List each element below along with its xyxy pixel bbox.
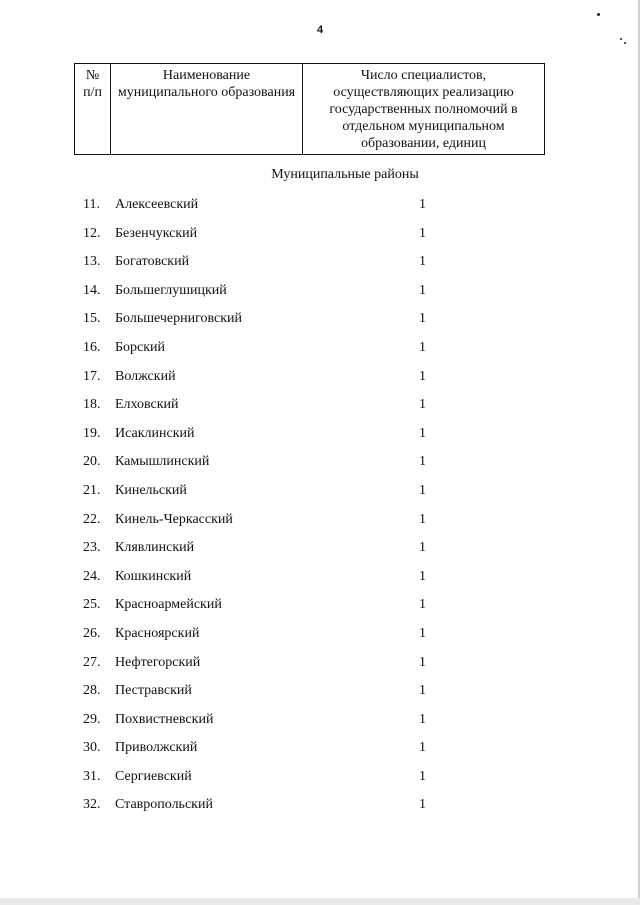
row-number: 19. [83,425,101,441]
row-number: 18. [83,397,101,413]
table-row [0,593,640,622]
row-municipality-name: Большечерниговский [115,311,243,327]
row-number: 22. [83,511,101,527]
row-municipality-name: Похвистневский [115,711,214,727]
header-cell-number: № п/п [75,64,111,155]
table-row [0,222,640,251]
row-specialist-count: 1 [419,254,426,270]
table-row [0,422,640,451]
page-number: 4 [316,24,324,36]
table-row [0,736,640,765]
row-number: 17. [83,368,101,384]
table-row [0,393,640,422]
row-number: 21. [83,482,101,498]
table-row [0,365,640,394]
row-municipality-name: Клявлинский [115,540,195,556]
table-row [0,622,640,651]
row-specialist-count: 1 [419,597,426,613]
row-number: 31. [83,768,101,784]
table-row [0,479,640,508]
table-row [0,708,640,737]
row-number: 15. [83,311,101,327]
row-specialist-count: 1 [419,511,426,527]
row-municipality-name: Борский [115,339,166,355]
table-row [0,336,640,365]
row-specialist-count: 1 [419,282,426,298]
row-specialist-count: 1 [419,482,426,498]
table-row [0,450,640,479]
row-specialist-count: 1 [419,568,426,584]
table-row [0,679,640,708]
row-number: 23. [83,540,101,556]
row-specialist-count: 1 [419,454,426,470]
row-specialist-count: 1 [419,625,426,641]
row-municipality-name: Большеглушицкий [115,282,227,298]
table-row [0,250,640,279]
scan-speck [624,42,626,44]
row-municipality-name: Кинельский [115,482,187,498]
row-municipality-name: Волжский [115,368,176,384]
row-number: 14. [83,282,101,298]
row-municipality-name: Ставропольский [115,797,213,813]
row-specialist-count: 1 [419,197,426,212]
row-number: 20. [83,454,101,470]
row-specialist-count: 1 [419,425,426,441]
scan-speck [597,13,600,16]
row-municipality-name: Алексеевский [115,197,199,212]
row-specialist-count: 1 [419,740,426,756]
row-municipality-name: Пестравский [115,683,192,699]
row-number: 11. [83,197,100,212]
row-municipality-name: Приволжский [115,740,198,756]
table-header-row [75,64,545,155]
scan-speck [620,38,622,40]
row-specialist-count: 1 [419,397,426,413]
row-specialist-count: 1 [419,540,426,556]
row-municipality-name: Исаклинский [115,425,195,441]
row-number: 28. [83,683,101,699]
header-cell-count: Число специалистов, осуществляющих реализацию государственных полномочий в отдельном муниципальном образовании, единиц [303,64,545,155]
section-title: Муниципальные районы [271,167,419,182]
row-number: 12. [83,225,101,241]
row-municipality-name: Кинель-Черкасский [115,511,233,527]
row-number: 29. [83,711,101,727]
table-row [0,307,640,336]
row-municipality-name: Нефтегорский [115,654,201,670]
row-specialist-count: 1 [419,339,426,355]
table-row [0,565,640,594]
row-municipality-name: Богатовский [115,254,190,270]
row-number: 13. [83,254,101,270]
scan-edge [0,898,640,905]
row-municipality-name: Камышлинский [115,454,210,470]
row-municipality-name: Кошкинский [115,568,192,584]
row-municipality-name: Елховский [115,397,179,413]
row-municipality-name: Безенчукский [115,225,198,241]
row-number: 26. [83,625,101,641]
row-municipality-name: Сергиевский [115,768,192,784]
row-number: 16. [83,339,101,355]
row-number: 27. [83,654,101,670]
row-specialist-count: 1 [419,683,426,699]
header-cell-name: Наименование муниципального образования [111,64,303,155]
table-header [74,63,545,155]
table-row [0,279,640,308]
row-specialist-count: 1 [419,711,426,727]
table-body [0,193,640,822]
table-row [0,193,640,222]
table-row [0,651,640,680]
table-row [0,536,640,565]
row-specialist-count: 1 [419,768,426,784]
row-specialist-count: 1 [419,368,426,384]
row-specialist-count: 1 [419,311,426,327]
table-row [0,765,640,794]
row-number: 32. [83,797,101,813]
row-number: 25. [83,597,101,613]
row-municipality-name: Красноармейский [115,597,222,613]
row-specialist-count: 1 [419,797,426,813]
row-municipality-name: Красноярский [115,625,200,641]
table-row [0,508,640,537]
row-specialist-count: 1 [419,654,426,670]
row-number: 24. [83,568,101,584]
table-row [0,793,640,822]
row-specialist-count: 1 [419,225,426,241]
row-number: 30. [83,740,101,756]
